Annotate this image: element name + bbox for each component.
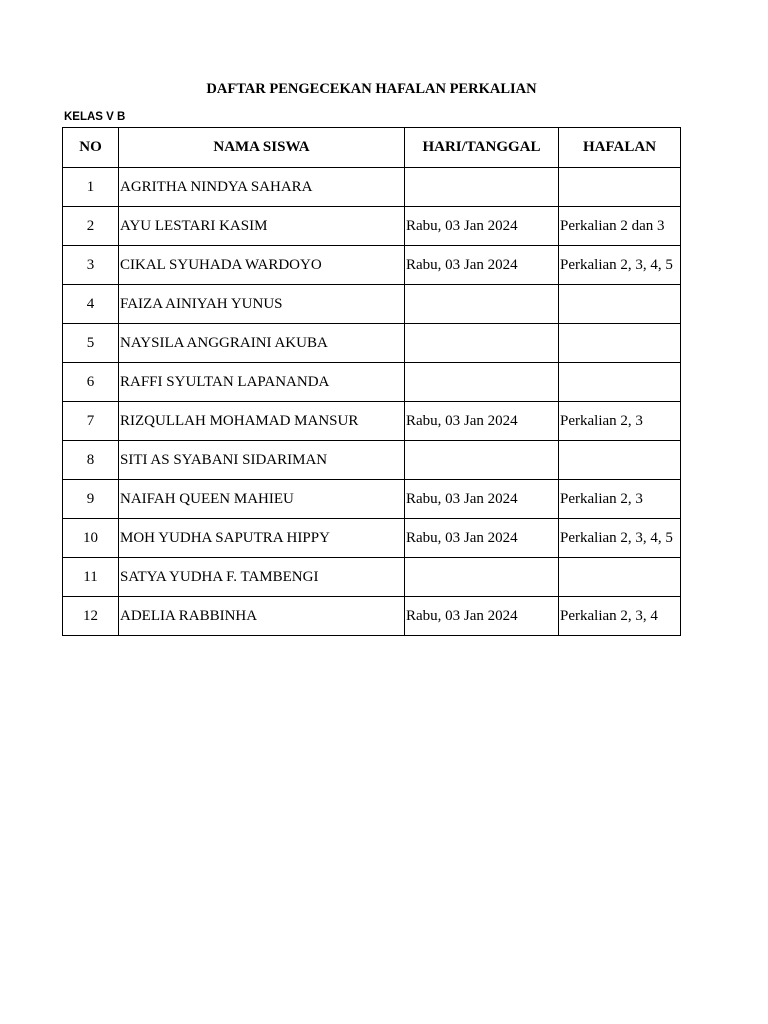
cell-hafalan: Perkalian 2, 3	[559, 402, 681, 441]
cell-hafalan: Perkalian 2, 3, 4, 5	[559, 519, 681, 558]
cell-student-name: FAIZA AINIYAH YUNUS	[119, 285, 405, 324]
cell-no: 12	[63, 597, 119, 636]
cell-student-name: ADELIA RABBINHA	[119, 597, 405, 636]
cell-day-date	[405, 168, 559, 207]
header-student-name: NAMA SISWA	[119, 128, 405, 168]
cell-no: 5	[63, 324, 119, 363]
header-hafalan: HAFALAN	[559, 128, 681, 168]
cell-student-name: MOH YUDHA SAPUTRA HIPPY	[119, 519, 405, 558]
cell-student-name: AGRITHA NINDYA SAHARA	[119, 168, 405, 207]
cell-day-date: Rabu, 03 Jan 2024	[405, 597, 559, 636]
table-row	[63, 597, 681, 636]
header-no: NO	[63, 128, 119, 168]
table-row	[63, 519, 681, 558]
table-row	[63, 363, 681, 402]
document-title: DAFTAR PENGECEKAN HAFALAN PERKALIAN	[206, 81, 537, 97]
cell-no: 2	[63, 207, 119, 246]
cell-no: 11	[63, 558, 119, 597]
cell-no: 1	[63, 168, 119, 207]
cell-day-date: Rabu, 03 Jan 2024	[405, 519, 559, 558]
table-header-row	[63, 128, 681, 168]
cell-no: 7	[63, 402, 119, 441]
table-row	[63, 246, 681, 285]
cell-day-date	[405, 363, 559, 402]
cell-day-date	[405, 285, 559, 324]
cell-hafalan	[559, 558, 681, 597]
cell-hafalan: Perkalian 2, 3, 4, 5	[559, 246, 681, 285]
cell-no: 3	[63, 246, 119, 285]
table-row	[63, 480, 681, 519]
cell-student-name: SITI AS SYABANI SIDARIMAN	[119, 441, 405, 480]
cell-hafalan	[559, 168, 681, 207]
table-row	[63, 324, 681, 363]
cell-student-name: NAYSILA ANGGRAINI AKUBA	[119, 324, 405, 363]
cell-no: 6	[63, 363, 119, 402]
cell-hafalan	[559, 324, 681, 363]
cell-student-name: RAFFI SYULTAN LAPANANDA	[119, 363, 405, 402]
table-row	[63, 402, 681, 441]
cell-day-date: Rabu, 03 Jan 2024	[405, 402, 559, 441]
cell-student-name: RIZQULLAH MOHAMAD MANSUR	[119, 402, 405, 441]
cell-day-date: Rabu, 03 Jan 2024	[405, 246, 559, 285]
cell-no: 10	[63, 519, 119, 558]
table-row	[63, 285, 681, 324]
memorization-check-table	[62, 127, 681, 636]
table-body	[63, 168, 681, 636]
cell-hafalan	[559, 285, 681, 324]
table-row	[63, 441, 681, 480]
header-day-date: HARI/TANGGAL	[405, 128, 559, 168]
cell-day-date	[405, 558, 559, 597]
cell-hafalan: Perkalian 2, 3	[559, 480, 681, 519]
cell-day-date: Rabu, 03 Jan 2024	[405, 480, 559, 519]
cell-day-date: Rabu, 03 Jan 2024	[405, 207, 559, 246]
cell-hafalan: Perkalian 2, 3, 4	[559, 597, 681, 636]
cell-student-name: CIKAL SYUHADA WARDOYO	[119, 246, 405, 285]
cell-hafalan: Perkalian 2 dan 3	[559, 207, 681, 246]
cell-hafalan	[559, 363, 681, 402]
cell-no: 9	[63, 480, 119, 519]
cell-student-name: NAIFAH QUEEN MAHIEU	[119, 480, 405, 519]
table-row	[63, 168, 681, 207]
cell-student-name: SATYA YUDHA F. TAMBENGI	[119, 558, 405, 597]
cell-hafalan	[559, 441, 681, 480]
cell-no: 8	[63, 441, 119, 480]
cell-day-date	[405, 324, 559, 363]
class-label: KELAS V B	[64, 111, 126, 123]
table-row	[63, 558, 681, 597]
cell-no: 4	[63, 285, 119, 324]
cell-day-date	[405, 441, 559, 480]
table-row	[63, 207, 681, 246]
cell-student-name: AYU LESTARI KASIM	[119, 207, 405, 246]
